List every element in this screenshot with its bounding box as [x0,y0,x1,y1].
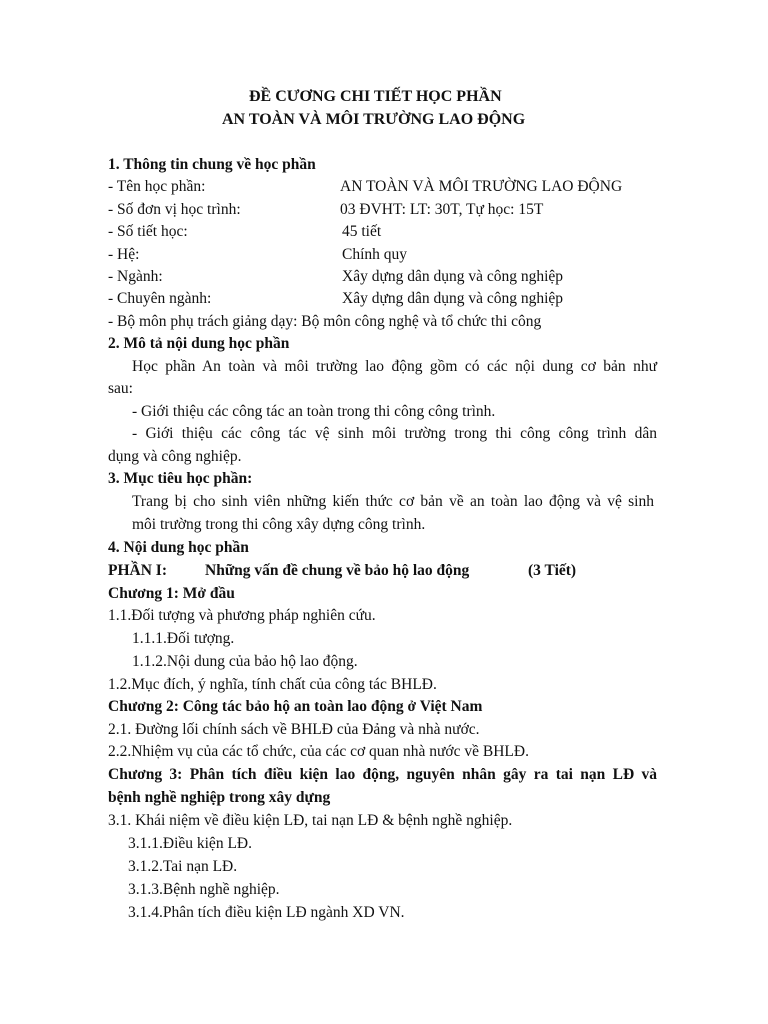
info-value: 45 tiết [342,223,382,240]
outline-item: 1.1.1.Đối tượng. [132,630,235,647]
outline-item: 1.2.Mục đích, ý nghĩa, tính chất của công tác BHLĐ. [108,676,437,693]
outline-item: 3.1.4.Phân tích điều kiện LĐ ngành XD VN. [128,904,405,921]
paragraph: môi trường trong thi công xây dựng công trình. [132,516,426,533]
info-row [108,245,668,265]
section-1-heading: 1. Thông tin chung về học phần [108,156,316,173]
info-value: Xây dựng dân dụng và công nghiệp [342,268,564,285]
chapter-3-heading: Chương 3: Phân tích điều kiện lao động, nguyên nhân gây ra tai nạn LĐ và [108,766,657,783]
bullet-item: - Giới thiệu các công tác an toàn trong thi công công trình. [132,403,496,420]
info-row [108,267,668,287]
bullet-item: dụng và công nghiệp. [108,448,242,465]
department-line: - Bộ môn phụ trách giảng dạy: Bộ môn công nghệ và tổ chức thi công [108,313,542,330]
outline-item: 3.1.3.Bệnh nghề nghiệp. [128,881,280,898]
outline-item: 2.1. Đường lối chính sách về BHLĐ của Đảng và nhà nước. [108,721,480,738]
info-row [108,200,668,220]
section-2-heading: 2. Mô tả nội dung học phần [108,335,290,352]
title-line-1: ĐỀ CƯƠNG CHI TIẾT HỌC PHẦN [249,88,502,105]
part-heading [108,561,588,581]
outline-item: 1.1.2.Nội dung của bảo hộ lao động. [132,653,358,670]
info-label: - Chuyên ngành: [108,290,212,307]
paragraph: Học phần An toàn và môi trường lao động gồm có các nội dung cơ bản như [132,358,657,375]
paragraph: Trang bị cho sinh viên những kiến thức cơ bản về an toàn lao động và vệ sinh [132,493,654,510]
chapter-2-heading: Chương 2: Công tác bảo hộ an toàn lao động ở Việt Nam [108,698,483,715]
info-label: - Số đơn vị học trình: [108,201,241,218]
section-4-heading: 4. Nội dung học phần [108,539,249,556]
info-label: - Ngành: [108,268,163,285]
section-3-heading: 3. Mục tiêu học phần: [108,470,253,487]
outline-item: 1.1.Đối tượng và phương pháp nghiên cứu. [108,607,376,624]
info-row [108,289,668,309]
bullet-item: - Giới thiệu các công tác vệ sinh môi trường trong thi công công trình dân [132,425,657,442]
part-name: Những vấn đề chung về bảo hộ lao động [205,562,470,579]
outline-item: 3.1. Khái niệm về điều kiện LĐ, tai nạn LĐ & bệnh nghề nghiệp. [108,812,513,829]
outline-item: 3.1.2.Tai nạn LĐ. [128,858,238,875]
part-hours: (3 Tiết) [528,562,577,579]
info-row [108,177,668,197]
chapter-1-heading: Chương 1: Mở đầu [108,585,235,602]
info-label: - Hệ: [108,246,140,263]
title-line-2: AN TOÀN VÀ MÔI TRƯỜNG LAO ĐỘNG [222,111,526,128]
paragraph: sau: [108,380,133,397]
info-value: Xây dựng dân dụng và công nghiệp [342,290,564,307]
info-row [108,222,668,242]
info-value: Chính quy [342,246,408,263]
info-label: - Số tiết học: [108,223,188,240]
part-label: PHẦN I: [108,562,167,579]
chapter-3-heading-cont: bệnh nghề nghiệp trong xây dựng [108,789,331,806]
info-label: - Tên học phần: [108,178,206,195]
outline-item: 3.1.1.Điều kiện LĐ. [128,835,252,852]
info-value: 03 ĐVHT: LT: 30T, Tự học: 15T [340,201,544,218]
info-value: AN TOÀN VÀ MÔI TRƯỜNG LAO ĐỘNG [340,178,623,195]
outline-item: 2.2.Nhiệm vụ của các tổ chức, của các cơ quan nhà nước về BHLĐ. [108,743,529,760]
